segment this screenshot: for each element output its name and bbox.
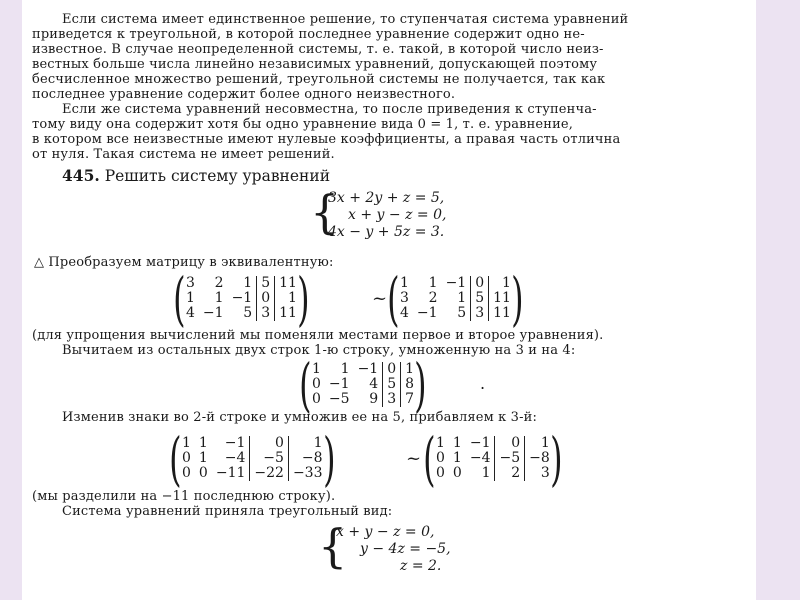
matrix-cell: 5 — [457, 305, 467, 321]
equation-3: 4x − y + 5z = 3. — [328, 224, 445, 240]
matrix-cell: 1 — [525, 436, 554, 451]
matrix-cell: 0 — [436, 450, 445, 466]
matrix-row — [178, 436, 326, 451]
problem-header — [62, 166, 330, 185]
matrix-row — [396, 306, 515, 321]
matrix-cell: −8 — [288, 451, 326, 466]
matrix-cell: 3 — [257, 306, 275, 321]
note1-text: (для упрощения вычислений мы поменяли местами первое и второе уравнения). — [32, 328, 604, 343]
matrix-cell: 1 — [198, 450, 208, 466]
matrix-row — [308, 362, 418, 377]
matrix-cell: 1 — [182, 435, 191, 451]
para1-line-4: вестных больше числа линейно независимых уравнений, допускающей поэтому — [32, 57, 598, 72]
matrix-cell: 5 — [383, 377, 401, 392]
brace-icon: { — [310, 185, 340, 239]
tilde-2: ~ — [406, 448, 422, 469]
matrix-cell: 11 — [275, 276, 301, 291]
equation-2: x + y − z = 0, — [348, 207, 447, 223]
matrix-cell: 3 — [383, 392, 401, 407]
equation-1: 3x + 2y + z = 5, — [328, 190, 445, 206]
matrix-cell: 4 — [400, 305, 409, 321]
matrix-cell: 0 — [198, 465, 208, 481]
matrix-cell: −1 — [202, 305, 224, 321]
para2-line-3: в котором все неизвестные имеют нулевые коэффициенты, а правая часть отлична — [32, 132, 621, 147]
para1-line-6: последнее уравнение содержит более одного неизвестного. — [32, 87, 456, 102]
matrix-b: ( 1 1 −1 0 1 3 2 1 5 11 4 −1 5 3 11 ) — [387, 265, 524, 333]
matrix-cell: 1 — [288, 436, 326, 451]
para2-line-1: Если же система уравнений несовместна, то после приведения к ступенча- — [62, 102, 597, 117]
matrix-row — [432, 466, 554, 481]
matrix-cell: 1 — [452, 450, 462, 466]
step3-text: Изменив знаки во 2-й строке и умножив ее на 5, прибавляем к 3-й: — [62, 410, 537, 425]
matrix-cell: 1 — [186, 290, 195, 306]
step2-text: Вычитаем из остальных двух строк 1-ю строку, умноженную на 3 и на 4: — [62, 343, 576, 358]
matrix-cell: 5 — [243, 305, 253, 321]
matrix-row — [182, 276, 301, 291]
matrix-cell: 0 — [495, 436, 525, 451]
matrix-cell: −11 — [215, 465, 246, 481]
matrix-row — [182, 291, 301, 306]
matrix-cell: 0 — [250, 436, 289, 451]
matrix-cell: 1 — [401, 362, 418, 377]
brace-icon: { — [318, 519, 348, 573]
matrix-cell: 0 — [383, 362, 401, 377]
matrix-cell: 1 — [198, 435, 208, 451]
matrix-cell: 3 — [400, 290, 409, 306]
tilde-1: ~ — [372, 288, 388, 309]
matrix-cell: −1 — [445, 275, 467, 291]
equation-tri-1: x + y − z = 0, — [336, 524, 435, 540]
step4-text: Система уравнений приняла треугольный вид: — [62, 504, 393, 519]
matrix-cell: 0 — [257, 291, 275, 306]
matrix-cell: 1 — [452, 435, 462, 451]
matrix-row — [396, 276, 515, 291]
matrix-cell: 3 — [471, 306, 489, 321]
matrix-c: ( 1 1 −1 0 1 0 −1 4 5 8 0 −5 9 3 7 ) — [299, 351, 427, 419]
matrix-cell: −22 — [250, 466, 289, 481]
matrix-row — [432, 451, 554, 466]
matrix-cell: −1 — [231, 290, 253, 306]
note2-text: (мы разделили на −11 последнюю строку). — [32, 489, 336, 504]
matrix-cell: 11 — [275, 306, 301, 321]
matrix-row — [178, 466, 326, 481]
matrix-cell: 1 — [457, 290, 467, 306]
matrix-cell: 0 — [182, 465, 191, 481]
matrix-cell: 9 — [369, 391, 379, 407]
para2-line-2: тому виду она содержит хотя бы одно уравнение вида 0 = 1, т. е. уравнение, — [32, 117, 574, 132]
matrix-cell: 5 — [257, 276, 275, 291]
matrix-cell: 1 — [400, 275, 409, 291]
equation-tri-2: y − 4z = −5, — [360, 541, 451, 557]
para1-line-5: бесчисленное множество решений, треугольной системы не получается, так как — [32, 72, 606, 87]
matrix-cell: 1 — [275, 291, 301, 306]
matrix-cell: 1 — [436, 435, 445, 451]
matrix-cell: −1 — [224, 435, 246, 451]
matrix-cell: −5 — [495, 451, 525, 466]
para1-line-2: приведется к треугольной, в которой последнее уравнение содержит одно не- — [32, 27, 585, 42]
problem-text: Решить систему уравнений — [104, 167, 331, 185]
matrix-row — [432, 436, 554, 451]
matrix-a: ( 3 2 1 5 11 1 1 −1 0 1 4 −1 5 3 11 ) — [173, 265, 310, 333]
matrix-cell: −4 — [224, 450, 246, 466]
matrix-cell: −1 — [469, 435, 491, 451]
para1-line-3: известное. В случае неопределенной системы, т. е. такой, в которой число неиз- — [32, 42, 604, 57]
matrix-cell: 1 — [489, 276, 515, 291]
matrix-cell: 3 — [525, 466, 554, 481]
equation-tri-3: z = 2. — [400, 558, 442, 574]
matrix-cell: 0 — [182, 450, 191, 466]
matrix-row — [308, 377, 418, 392]
matrix-cell: −33 — [288, 466, 326, 481]
matrix-d: ( 1 1 −1 0 1 0 1 −4 −5 −8 0 0 −11 −22 −33 ) — [169, 425, 336, 493]
matrix-cell: 1 — [312, 361, 321, 377]
matrix-cell: 0 — [452, 465, 462, 481]
matrix-cell: 1 — [340, 361, 350, 377]
matrix-cell: 3 — [186, 275, 195, 291]
matrix-cell: −5 — [250, 451, 289, 466]
matrix-cell: −1 — [416, 305, 438, 321]
matrix-cell: 7 — [401, 392, 418, 407]
matrix-cell: 11 — [489, 291, 515, 306]
document-page — [22, 0, 756, 600]
matrix-cell: 5 — [471, 291, 489, 306]
matrix-cell: −4 — [469, 450, 491, 466]
matrix-cell: 11 — [489, 306, 515, 321]
matrix-cell: 2 — [428, 290, 438, 306]
matrix-cell: 0 — [312, 391, 321, 407]
matrix-cell: 1 — [481, 465, 491, 481]
matrix-cell: 0 — [312, 376, 321, 392]
matrix-cell: 1 — [243, 275, 253, 291]
period: . — [480, 374, 486, 393]
matrix-cell: 8 — [401, 377, 418, 392]
matrix-cell: 0 — [436, 465, 445, 481]
matrix-cell: 4 — [369, 376, 379, 392]
matrix-cell: −1 — [357, 361, 379, 377]
matrix-cell: −8 — [525, 451, 554, 466]
matrix-e: ( 1 1 −1 0 1 0 1 −4 −5 −8 0 0 1 2 3 ) — [423, 425, 563, 493]
matrix-cell: −5 — [328, 391, 350, 407]
matrix-row — [396, 291, 515, 306]
matrix-row — [308, 392, 418, 407]
step1-text: △ Преобразуем матрицу в эквивалентную: — [34, 255, 334, 270]
matrix-cell: −1 — [328, 376, 350, 392]
matrix-cell: 2 — [214, 275, 224, 291]
matrix-cell: 4 — [186, 305, 195, 321]
para1-line-1: Если система имеет единственное решение, то ступенчатая система уравнений — [62, 12, 629, 27]
matrix-row — [182, 306, 301, 321]
matrix-cell: 1 — [428, 275, 438, 291]
matrix-cell: 2 — [495, 466, 525, 481]
problem-number: 445. — [62, 166, 100, 185]
para2-line-4: от нуля. Такая система не имеет решений. — [32, 147, 335, 162]
matrix-cell: 1 — [214, 290, 224, 306]
matrix-row — [178, 451, 326, 466]
matrix-cell: 0 — [471, 276, 489, 291]
